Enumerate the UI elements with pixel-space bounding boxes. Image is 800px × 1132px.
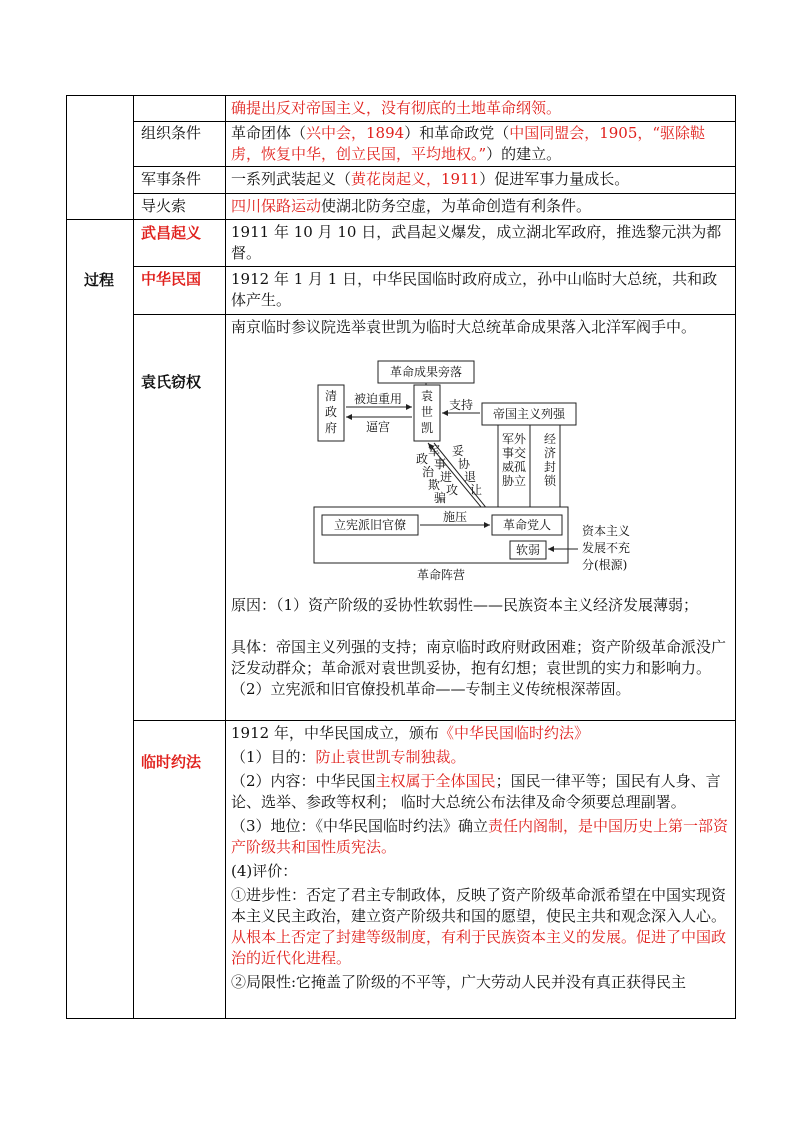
diagram-milattack-1: 军 (427, 444, 441, 458)
diagram-compromise-2: 协 (457, 457, 471, 471)
yuan-reason-text: 原因：（1）资产阶级的妥协性软弱性——民族资本主义经济发展薄弱； (231, 596, 699, 614)
military-condition-label: 军事条件 (141, 170, 202, 188)
diagram-qing-2: 政 (324, 405, 338, 419)
text-run: 责任内阁制，是中国历史上第一部资产阶级共和国性质宪法。 (231, 817, 729, 856)
diagram-top-text: 革命成果旁落 (389, 365, 463, 379)
diagram-dip-2: 交 (513, 446, 527, 460)
yuan-detail-text: 具体：帝国主义列强的支持；南京临时政府财政困难；资产阶级革命派没广泛发动群众；革命派对袁世凯妥协，抱有幻想；袁世凯的实力和影响力。（2）立宪派和旧官僚投机革命——专制主义传统根深蒂固。 (231, 638, 727, 698)
text-run: 革命团体（ (231, 124, 307, 142)
table-border-bottom (66, 1018, 736, 1019)
diagram-force-use-text: 被迫重用 (353, 392, 403, 406)
org-condition-label: 组织条件 (141, 124, 202, 142)
diagram-capital-2: 发展不充 (582, 541, 631, 555)
military-condition-text (231, 169, 731, 190)
text-run: 主权属于全体国民 (375, 772, 496, 790)
fuse-text (231, 196, 731, 217)
rich-text (231, 197, 591, 215)
roc-text: 1912 年 1 月 1 日，中华民国临时政府成立，孙中山临时大总统，共和政体产生。 (231, 270, 718, 309)
law-paragraph-content (231, 771, 731, 813)
text-run: 兴中会，1894 (306, 124, 405, 142)
org-condition-text (231, 123, 731, 165)
diagram-capital-1: 资本主义 (582, 524, 631, 538)
diagram-compromise-4: 让 (469, 483, 483, 497)
diagram-qing-3: 府 (324, 421, 338, 435)
text-run: ；国民一律平等；国民有人身、言论、选举、参政等权利； 临时大总统公布法律及命令须要总理副署。 (231, 772, 721, 811)
diagram-dip-3: 孤 (513, 460, 527, 474)
diagram-econ-2: 济 (543, 446, 557, 460)
yuan-label: 袁氏窃权 (141, 373, 202, 391)
text-run: ）和革命政党（ (404, 124, 510, 142)
diagram-milattack-4: 攻 (445, 483, 459, 497)
col-divider-2 (225, 95, 226, 1019)
table-border-right (735, 95, 736, 1019)
diagram-dip-1: 外 (513, 432, 527, 446)
diagram-powers-text: 帝国主义列强 (492, 407, 566, 421)
law-paragraph-limitation: ②局限性:它掩盖了阶级的不平等，广大劳动人民并没有真正获得民主 (231, 973, 687, 991)
roc-label: 中华民国 (141, 270, 202, 288)
section-divider (66, 219, 736, 220)
diagram-compromise-3: 退 (463, 470, 477, 484)
row-divider (133, 266, 736, 267)
text-run: 确提出反对帝国主义，没有彻底的土地革命纲领。 (231, 99, 562, 117)
row-divider (133, 166, 736, 167)
wuchang-text: 1911 年 10 月 10 日，武昌起义爆发，成立湖北军政府，推选黎元洪为都督。 (231, 223, 722, 262)
text-run: 黄花岗起义，1911 (351, 170, 480, 188)
diagram-milattack-2: 事 (433, 457, 447, 471)
diagram-dip-4: 立 (513, 474, 527, 488)
rich-text (231, 124, 705, 163)
diagram-pressure-text: 施压 (442, 510, 468, 524)
diagram-political-1: 政 (415, 452, 429, 466)
diagram-compromise-1: 妥 (451, 444, 465, 458)
diagram-econ-4: 锁 (543, 474, 557, 488)
yuan-intro-text: 南京临时参议院选举袁世凯为临时大总统革命成果落入北洋军阀手中。 (231, 318, 697, 336)
law-label: 临时约法 (141, 753, 202, 771)
fuse-label: 导火索 (141, 197, 187, 215)
diagram-yuan-3: 凯 (420, 421, 434, 435)
diagram-milattack-3: 进 (439, 470, 453, 484)
law-paragraph-1 (231, 723, 731, 744)
law-text-block (231, 723, 731, 996)
rich-text (231, 170, 629, 188)
diagram-revolutionaries-text: 革命党人 (502, 518, 552, 532)
text-run: 四川保路运动 (231, 197, 322, 215)
diagram-yuan-1: 袁 (420, 389, 434, 403)
arrow-head (442, 410, 448, 416)
text-run: （1）目的： (231, 748, 316, 766)
text-run: ）促进军事力量成长。 (479, 170, 630, 188)
text-run: ）的建立。 (486, 145, 562, 163)
arrow-head (406, 404, 412, 410)
diagram-mil-1: 军 (501, 432, 515, 446)
diagram-camp-text: 革命阵营 (416, 568, 466, 582)
process-section-label: 过程 (84, 271, 115, 289)
text-run: 1912 年，中华民国成立，颁布 (231, 724, 439, 742)
diagram-abdicate-text: 逼宫 (365, 420, 391, 434)
text-run: 中国同盟会，1905，“驱除鞑虏，恢复中华，创立民国，平均地权。” (231, 124, 706, 163)
diagram-qing-1: 清 (324, 389, 338, 403)
diagram-constitutionalists-text: 立宪派旧官僚 (333, 518, 407, 532)
row-divider (133, 193, 736, 194)
text-run: 《中华民国临时约法》 (438, 724, 589, 742)
diagram-political-2: 治 (421, 465, 435, 479)
text-run: 从根本上否定了封建等级制度，有利于民族资本主义的发展。促进了中国政治的近代化进程。 (231, 928, 727, 967)
col-divider-1 (133, 95, 134, 1019)
diagram-support-text: 支持 (448, 398, 474, 412)
row-divider (133, 314, 736, 315)
wuchang-label: 武昌起义 (141, 224, 202, 242)
diagram-mil-2: 事 (501, 446, 515, 460)
diagram-econ-1: 经 (543, 432, 557, 446)
law-paragraph-evaluation: (4)评价： (231, 862, 298, 880)
text-run: （2）内容：中华民国 (231, 772, 376, 790)
law-paragraph-progress (231, 885, 731, 969)
diagram-weak-text: 软弱 (515, 543, 541, 557)
row-divider (133, 121, 736, 122)
diagram-mil-4: 胁 (501, 474, 515, 488)
law-paragraph-status (231, 816, 731, 858)
text-run: 一系列武装起义（ (231, 170, 352, 188)
text-run: ①进步性：否定了君主专制政体，反映了资产阶级革命派希望在中国实现资本主义民主政治，建立资产阶级共和国的愿望，使民主共和观念深入人心。 (231, 886, 727, 925)
text-run: 使湖北防务空虚，为革命创造有利条件。 (321, 197, 592, 215)
intro-continuation-text (231, 98, 731, 119)
diagram-mil-3: 威 (501, 460, 515, 474)
diagram-econ-3: 封 (543, 460, 557, 474)
yuan-power-diagram (310, 355, 680, 585)
diagram-political-3: 欺 (427, 478, 441, 492)
text-run: 防止袁世凯专制独裁。 (315, 748, 466, 766)
arrow-head (346, 414, 352, 420)
diagram-yuan-2: 世 (420, 405, 434, 419)
diagram-capital-3: 分(根源) (582, 558, 628, 572)
rich-text (231, 99, 561, 117)
table-border-left (66, 95, 67, 1019)
law-paragraph-purpose (231, 747, 731, 768)
table-border-top (66, 95, 736, 96)
text-run: （3）地位：《中华民国临时约法》确立 (231, 817, 489, 835)
diagram-political-4: 骗 (433, 491, 447, 505)
row-divider (133, 720, 736, 721)
